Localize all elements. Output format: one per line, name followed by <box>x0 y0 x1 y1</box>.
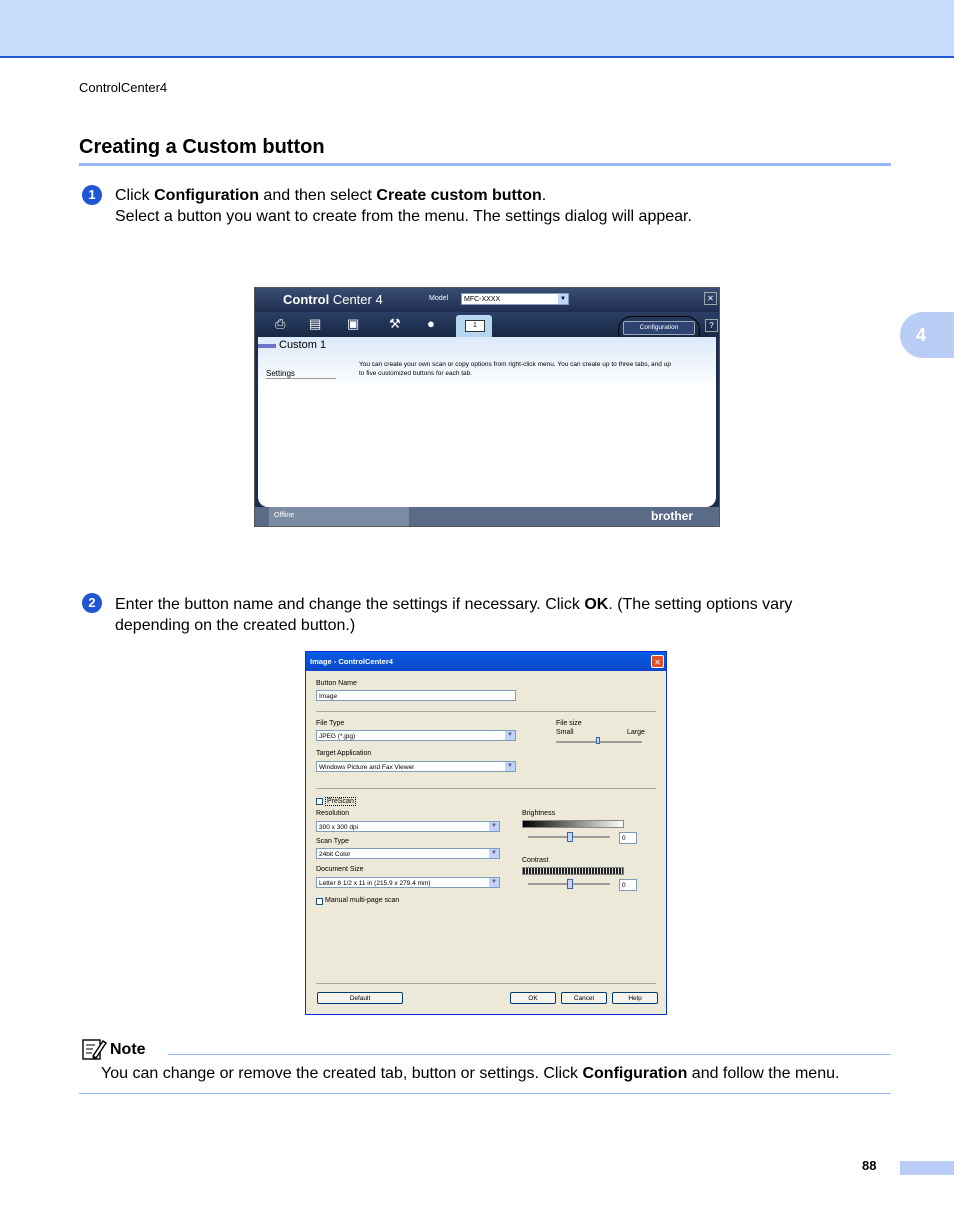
brightness-input[interactable]: 0 <box>619 832 637 844</box>
prescan-label: PreScan <box>327 798 354 805</box>
photo-print-tab-icon[interactable]: ▣ <box>347 316 360 331</box>
step-2-text <box>115 594 905 636</box>
file-size-small-label: Small <box>556 729 574 736</box>
header-band <box>0 0 954 58</box>
resolution-label: Resolution <box>316 810 350 817</box>
footer-bar <box>900 1161 954 1175</box>
text: and follow the menu. <box>687 1065 840 1082</box>
dialog-title: Image - ControlCenter4 <box>310 657 393 666</box>
text: Click <box>115 187 155 204</box>
ui-term: Configuration <box>582 1065 688 1082</box>
step-2-line-1 <box>115 594 905 615</box>
step-1-line-2: Select a button you want to create from the menu. The settings dialog will appear. <box>115 208 692 225</box>
ok-button[interactable]: OK <box>510 992 556 1004</box>
close-icon[interactable]: ✕ <box>704 292 717 305</box>
ui-term: Create custom button <box>376 187 542 204</box>
ui-term: Configuration <box>154 187 259 204</box>
chevron-down-icon: ▼ <box>489 849 499 858</box>
target-app-value: Windows Picture and Fax Viewer <box>319 764 415 771</box>
note-pencil-icon <box>81 1037 107 1061</box>
app-logo: Control Center 4 <box>283 292 383 307</box>
page-number: 88 <box>862 1158 877 1173</box>
default-button[interactable]: Default <box>317 992 403 1004</box>
device-settings-tab-icon[interactable]: ⚒ <box>389 316 401 331</box>
brightness-label: Brightness <box>522 810 556 817</box>
section-title: Creating a Custom button <box>79 136 325 158</box>
target-app-select[interactable] <box>316 761 516 772</box>
file-type-value: JPEG (*.jpg) <box>319 733 356 740</box>
divider <box>316 711 656 712</box>
document-size-select[interactable] <box>316 877 500 888</box>
custom-tab-marker <box>258 344 276 348</box>
document-size-label: Document Size <box>316 866 364 873</box>
contrast-input[interactable]: 0 <box>619 879 637 891</box>
resolution-value: 300 x 300 dpi <box>319 824 359 831</box>
step-1-text <box>115 185 895 227</box>
prescan-checkbox[interactable] <box>316 798 323 805</box>
file-size-large-label: Large <box>627 729 645 736</box>
step-1-line-1 <box>115 185 895 206</box>
manual-multipage-label: Manual multi-page scan <box>325 897 400 904</box>
note-text <box>101 1065 839 1083</box>
model-value: MFC-XXXX <box>464 296 501 303</box>
controlcenter4-window <box>254 287 720 527</box>
note-rule <box>168 1054 891 1055</box>
model-select[interactable] <box>461 293 569 305</box>
manual-multipage-checkbox[interactable] <box>316 898 323 905</box>
scan-type-select[interactable] <box>316 848 500 859</box>
scan-type-value: 24bit Color <box>319 851 351 858</box>
brightness-gradient <box>522 820 624 828</box>
cancel-button[interactable]: Cancel <box>561 992 607 1004</box>
file-size-slider[interactable] <box>596 737 600 744</box>
button-name-input[interactable]: Image <box>316 690 516 701</box>
contrast-slider[interactable] <box>567 879 573 889</box>
function-tabs <box>255 312 719 338</box>
step-number-1: 1 <box>82 185 102 205</box>
text: . (The setting options vary <box>608 596 793 613</box>
chevron-down-icon: ▼ <box>489 878 499 887</box>
status-text: Offline <box>274 512 295 519</box>
status-indicator <box>269 507 409 526</box>
chevron-down-icon: ▼ <box>505 731 515 740</box>
file-type-select[interactable] <box>316 730 516 741</box>
window-titlebar <box>255 288 719 312</box>
target-app-label: Target Application <box>316 750 372 757</box>
contrast-pattern <box>522 867 624 875</box>
brightness-slider[interactable] <box>567 832 573 842</box>
chevron-down-icon: ▼ <box>558 294 568 304</box>
section-rule <box>79 163 891 166</box>
custom-title: Custom 1 <box>279 339 327 351</box>
file-size-label: File size <box>556 720 582 727</box>
chevron-down-icon: ▼ <box>505 762 515 771</box>
note-heading: Note <box>110 1041 146 1058</box>
status-bar <box>255 507 719 526</box>
custom-panel <box>258 337 716 507</box>
button-name-label: Button Name <box>316 680 357 687</box>
tab-number: 1 <box>465 320 485 332</box>
divider <box>316 983 656 984</box>
chapter-tab: 4 <box>900 312 954 358</box>
description-line-1: You can create your own scan or copy options from right-click menu. You can create up to three tabs, and up <box>359 361 671 368</box>
dialog-titlebar <box>306 652 666 671</box>
text: Enter the button name and change the settings if necessary. Click <box>115 596 585 613</box>
settings-link[interactable]: Settings <box>266 369 336 379</box>
note-bottom-rule <box>79 1093 891 1094</box>
close-icon[interactable]: ✕ <box>651 655 664 668</box>
step-number-2: 2 <box>82 593 102 613</box>
step-2-line-2: depending on the created button.) <box>115 617 356 634</box>
resolution-select[interactable] <box>316 821 500 832</box>
scan-type-label: Scan Type <box>316 838 349 845</box>
running-title: ControlCenter4 <box>79 80 168 95</box>
description-line-2: to five customized buttons for each tab. <box>359 370 473 377</box>
divider <box>316 788 656 789</box>
chevron-down-icon: ▼ <box>489 822 499 831</box>
text: . <box>541 187 547 204</box>
help-icon[interactable]: ? <box>705 319 718 332</box>
contrast-label: Contrast <box>522 857 549 864</box>
image-settings-dialog <box>305 651 667 1015</box>
text: You can change or remove the created tab, button or settings. Click <box>101 1065 583 1082</box>
ui-term: OK <box>584 596 609 613</box>
text: and then select <box>258 187 377 204</box>
model-label: Model <box>429 295 449 302</box>
pc-fax-tab-icon[interactable]: ▤ <box>309 316 322 331</box>
document-size-value: Letter 8 1/2 x 11 in (215.9 x 279.4 mm) <box>319 880 431 887</box>
help-button[interactable]: Help <box>612 992 658 1004</box>
file-type-label: File Type <box>316 720 345 727</box>
brand-logo: brother <box>651 509 693 523</box>
support-tab-icon[interactable]: ● <box>427 316 435 331</box>
configuration-button[interactable]: Configuration <box>623 321 695 335</box>
custom-tab-1[interactable] <box>456 315 492 338</box>
scan-tab-icon[interactable]: ⎙ <box>275 316 286 331</box>
